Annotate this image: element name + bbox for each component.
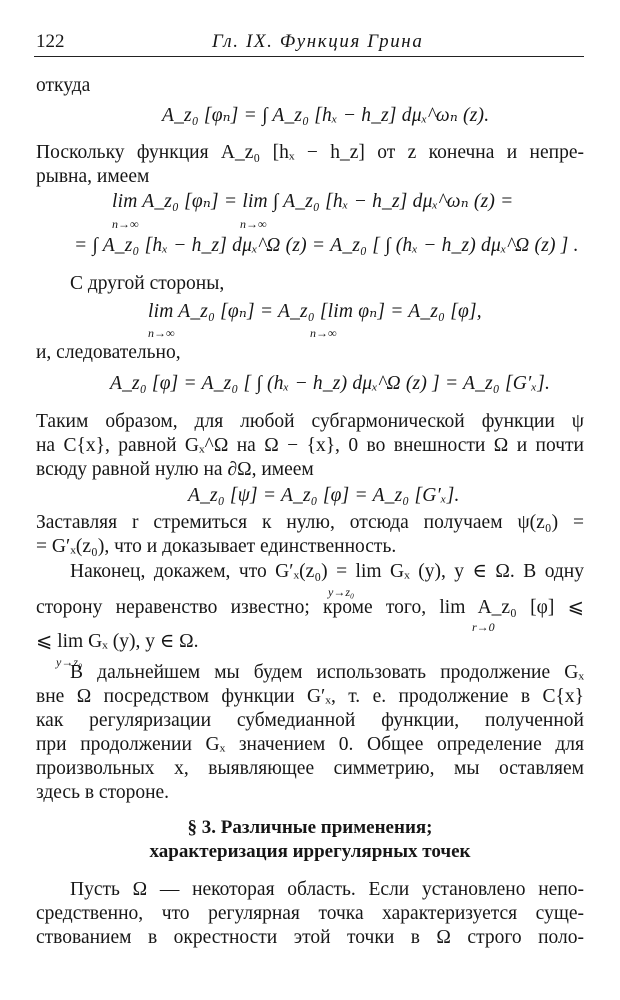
section-title: § 3. Различные применения; <box>187 817 433 838</box>
text-line: В дальнейшем мы будем использовать продолжение Gₓ <box>70 662 584 683</box>
text-line: Заставляя r стремиться к нулю, отсюда получаем ψ(z₀) = <box>36 512 584 533</box>
text-line: всюду равной нулю на ∂Ω, имеем <box>36 459 314 480</box>
text-line: при продолжении Gₓ значением 0. Общее определение для <box>36 734 584 755</box>
text-line: на C{x}, равной Gₓ^Ω на Ω − {x}, 0 во внешности Ω и почти <box>36 435 584 456</box>
limit-subscript: y→z₀ <box>328 585 355 599</box>
text-line: С другой стороны, <box>70 273 225 294</box>
text-line: рывна, имеем <box>36 166 150 187</box>
running-head: Гл. IX. Функция Грина <box>212 31 424 52</box>
text-line: откуда <box>36 75 91 96</box>
text-line: здесь в стороне. <box>36 782 170 803</box>
text-line: Пусть Ω — некоторая область. Если установлено непо- <box>70 879 584 900</box>
text-line: = G′ₓ(z₀), что и доказывает единственность. <box>36 536 397 557</box>
text-line: ствованием в окрестности этой точки в Ω строго поло- <box>36 927 584 948</box>
text-line: вне Ω посредством функции G′ₓ, т. е. продолжение в C{x} <box>36 686 584 707</box>
equation: A_z₀ [φₙ] = ∫ A_z₀ [hₓ − h_z] dμₓ^ωₙ (z). <box>162 105 490 126</box>
text-line: Таким образом, для любой субгармонической функции ψ <box>36 411 584 432</box>
limit-subscript: n→∞ <box>112 217 139 231</box>
text-line: произвольных x, выявляющее симметрию, мы оставляем <box>36 758 584 779</box>
page-number: 122 <box>36 31 65 52</box>
limit-subscript: n→∞ <box>240 217 267 231</box>
limit-subscript: r→0 <box>472 620 495 634</box>
equation: lim A_z₀ [φₙ] = A_z₀ [lim φₙ] = A_z₀ [φ], <box>148 301 482 322</box>
header-rule <box>34 56 584 57</box>
limit-subscript: n→∞ <box>148 326 175 340</box>
limit-subscript: y→z₀ <box>56 655 83 669</box>
text-line: средственно, что регулярная точка характеризуется суще- <box>36 903 584 924</box>
text-line: Поскольку функция A_z₀ [hₓ − h_z] от z конечна и непре- <box>36 142 584 163</box>
equation: A_z₀ [ψ] = A_z₀ [φ] = A_z₀ [G′ₓ]. <box>188 485 460 506</box>
text-line: сторону неравенство известно; кроме того, lim A_z₀ [φ] ⩽ <box>36 597 584 618</box>
text-line: как регуляризации субмедианной функции, полученной <box>36 710 584 731</box>
equation: A_z₀ [φ] = A_z₀ [ ∫ (hₓ − h_z) dμₓ^Ω (z) ] = A_z₀ [G′ₓ]. <box>110 373 551 394</box>
equation: = ∫ A_z₀ [hₓ − h_z] dμₓ^Ω (z) = A_z₀ [ ∫ (hₓ − h_z) dμₓ^Ω (z) ] . <box>74 235 579 256</box>
text-line: и, следовательно, <box>36 342 181 363</box>
text-line: Наконец, докажем, что G′ₓ(z₀) = lim Gₓ (y), y ∈ Ω. В одну <box>70 561 584 582</box>
text-line: ⩽ lim Gₓ (y), y ∈ Ω. <box>36 631 199 652</box>
section-title: характеризация иррегулярных точек <box>149 841 471 862</box>
limit-subscript: n→∞ <box>310 326 337 340</box>
equation: lim A_z₀ [φₙ] = lim ∫ A_z₀ [hₓ − h_z] dμₓ^ωₙ (z) = <box>112 191 514 212</box>
